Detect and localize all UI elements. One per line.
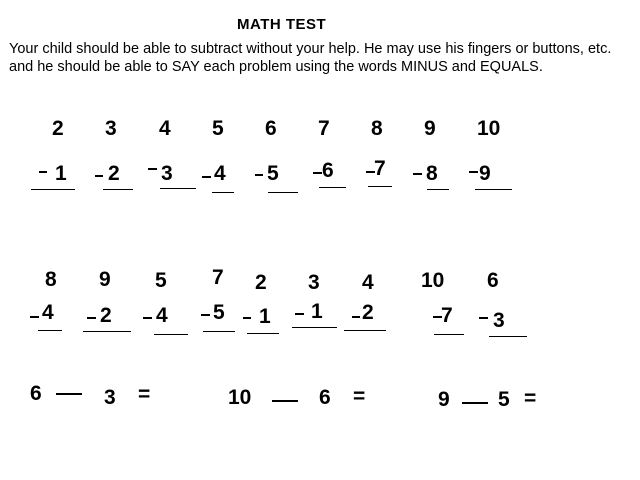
subtrahend: 7 [441,304,453,327]
minuend: 2 [255,271,267,294]
minus-sign [243,317,251,319]
minuend: 8 [45,268,57,291]
minuend: 7 [212,266,224,289]
minuend: 10 [421,269,445,292]
minus-sign [413,173,422,175]
subtrahend: 9 [479,162,491,185]
answer-line [475,189,512,190]
answer-line [203,331,235,332]
minus-sign [148,168,157,170]
minus-sign [30,316,39,318]
subtrahend: 6 [322,159,334,182]
minuend: 6 [487,269,499,292]
minuend: 4 [159,117,171,140]
operand-b: 5 [498,388,510,411]
subtrahend: 2 [362,301,374,324]
operand-a: 10 [228,386,252,409]
minus-sign [295,313,304,315]
minus-sign [201,314,210,316]
minus-sign [469,171,478,173]
minuend: 4 [362,271,374,294]
subtrahend: 5 [267,162,279,185]
minus-sign [313,172,322,174]
minus-sign [255,174,263,176]
operand-a: 6 [30,382,42,405]
equals-sign: = [524,387,537,410]
answer-line [427,189,449,190]
subtrahend: 7 [374,157,386,180]
answer-line [31,189,75,190]
answer-line [319,187,346,188]
minus-sign [87,317,96,319]
minus-sign [143,317,152,319]
minus-line [272,400,298,402]
minuend: 9 [424,117,436,140]
minuend: 9 [99,268,111,291]
answer-line [154,334,188,335]
equals-sign: = [353,385,366,408]
answer-line [489,336,527,337]
minuend: 10 [477,117,501,140]
operand-b: 6 [319,386,331,409]
minus-line [462,402,488,404]
minus-sign [39,171,47,173]
subtrahend: 3 [493,309,505,332]
answer-line [38,330,62,331]
answer-line [434,334,464,335]
minus-sign [352,316,360,318]
minuend: 3 [105,117,117,140]
subtrahend: 1 [311,300,323,323]
minus-sign [479,317,488,319]
subtrahend: 8 [426,162,438,185]
page-title: MATH TEST [237,16,327,33]
minuend: 8 [371,117,383,140]
subtrahend: 3 [161,162,173,185]
answer-line [83,331,131,332]
equals-sign: = [138,383,151,406]
answer-line [212,192,234,193]
answer-line [368,186,392,187]
operand-a: 9 [438,388,450,411]
minuend: 7 [318,117,330,140]
minuend: 2 [52,117,64,140]
subtrahend: 1 [55,162,67,185]
answer-line [344,330,386,331]
subtrahend: 2 [100,304,112,327]
answer-line [292,327,337,328]
subtrahend: 5 [213,301,225,324]
minuend: 5 [212,117,224,140]
minus-sign [95,175,103,177]
instructions-text: Your child should be able to subtract without your help. He may use his fingers or buttons, etc. and he should be able to SAY each problem using the words MINUS and EQUALS. [9,41,612,75]
minus-sign [202,176,211,178]
subtrahend: 4 [42,301,54,324]
answer-line [103,189,133,190]
answer-line [160,188,196,189]
subtrahend: 4 [214,162,226,185]
minus-line [56,393,82,395]
minuend: 5 [155,269,167,292]
minuend: 3 [308,271,320,294]
answer-line [268,192,298,193]
subtrahend: 4 [156,304,168,327]
subtrahend: 2 [108,162,120,185]
minuend: 6 [265,117,277,140]
answer-line [247,333,279,334]
subtrahend: 1 [259,305,271,328]
operand-b: 3 [104,386,116,409]
